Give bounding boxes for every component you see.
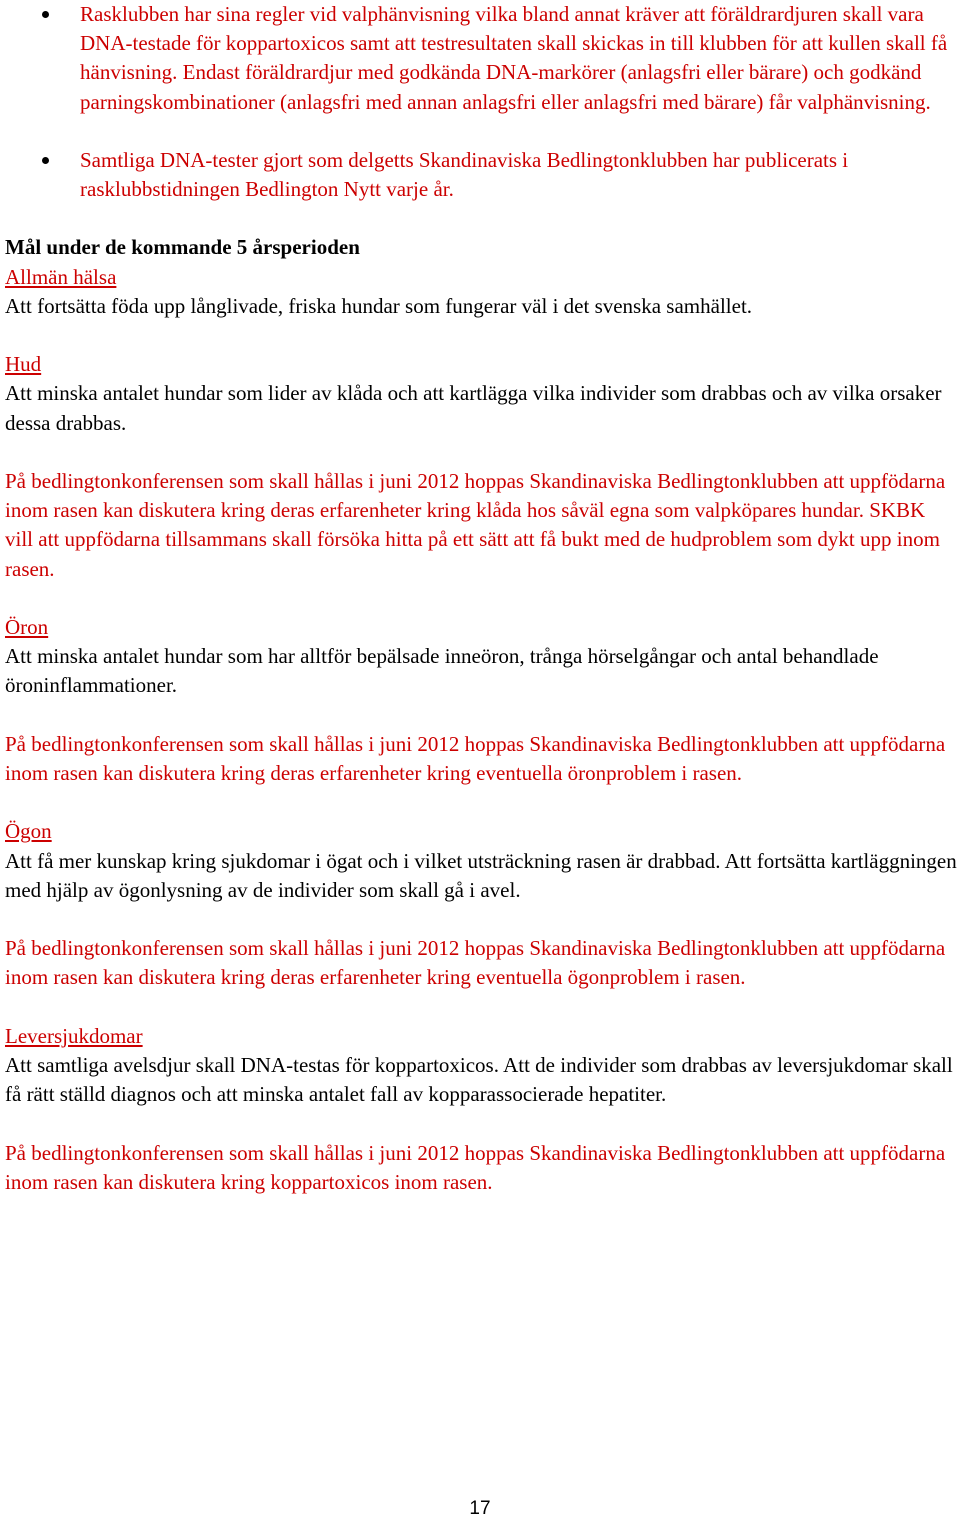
subheading-general-health: Allmän hälsa <box>5 264 117 289</box>
subheading-skin: Hud <box>5 352 42 377</box>
general-health-text: Att fortsätta föda upp långlivade, friska hundar som fungerar väl i det svenska samhället. <box>5 293 753 318</box>
eyes-text: Att få mer kunskap kring sjukdomar i ögat och i vilket utsträckning rasen är drabbad. Att fortsätta kartläggningen med hjälp av ögonlysning av de individer som skall gå i avel. <box>5 848 957 902</box>
bullet-list <box>5 0 957 204</box>
document-page <box>5 0 957 1197</box>
bullet-text: Rasklubben har sina regler vid valphänvisning vilka bland annat kräver att föräldrardjuren skall vara DNA-testade för koppartoxicos samt att testresultaten skall skickas in till klubben för att kullen skall få hänvisning. Endast föräldrardjur med godkända DNA-markörer (anlagsfri eller bärare) och godkänd parningskombinationer (anlagsfri med annan anlagsfri eller anlagsfri med bärare) får valphänvisning. <box>80 2 948 114</box>
bullet-item <box>5 0 957 117</box>
liver-note: På bedlingtonkonferensen som skall hållas i juni 2012 hoppas Skandinaviska Bedlingtonklubben att uppfödarna inom rasen kan diskutera kring koppartoxicos inom rasen. <box>5 1140 946 1194</box>
subheading-ears: Öron <box>5 615 49 639</box>
page-number: 17 <box>469 1498 491 1519</box>
bullet-text: Samtliga DNA-tester gjort som delgetts Skandinaviska Bedlingtonklubben har publicerats i rasklubbstidningen Bedlington Nytt varje år. <box>80 147 849 202</box>
bullet-item <box>5 146 957 204</box>
subheading-eyes: Ögon <box>5 819 52 844</box>
skin-text: Att minska antalet hundar som lider av klåda och att kartlägga vilka individer som drabbas och av vilka orsaker dessa drabbas. <box>5 381 942 435</box>
liver-text: Att samtliga avelsdjur skall DNA-testas för koppartoxicos. Att de individer som drabbas av leversjukdomar skall få rätt ställd diagnos och att minska antalet fall av kopparassocierade hepatiter. <box>5 1052 953 1107</box>
eyes-note: På bedlingtonkonferensen som skall hållas i juni 2012 hoppas Skandinaviska Bedlingtonklubben att uppfödarna inom rasen kan diskutera kring deras erfarenheter kring eventuella ögonproblem i rasen. <box>5 936 946 990</box>
bullet-icon <box>42 157 49 164</box>
ears-text: Att minska antalet hundar som har alltför bepälsade inneöron, trånga hörselgångar och antal behandlade öroninflammationer. <box>5 644 879 698</box>
section-heading: Mål under de kommande 5 årsperioden <box>5 235 360 260</box>
bullet-icon <box>42 11 49 18</box>
subheading-liver: Leversjukdomar <box>5 1023 143 1048</box>
skin-note: På bedlingtonkonferensen som skall hållas i juni 2012 hoppas Skandinaviska Bedlingtonklubben att uppfödarna inom rasen kan diskutera kring deras erfarenheter kring klåda hos såväl egna som valpköpares hundar. SKBK vill att uppfödarna tillsammans skall försöka hitta på ett sätt att få bukt med de hudproblem som dykt upp inom rasen. <box>5 469 946 581</box>
ears-note: På bedlingtonkonferensen som skall hållas i juni 2012 hoppas Skandinaviska Bedlingtonklubben att uppfödarna inom rasen kan diskutera kring deras erfarenheter kring eventuella öronproblem i rasen. <box>5 731 946 785</box>
